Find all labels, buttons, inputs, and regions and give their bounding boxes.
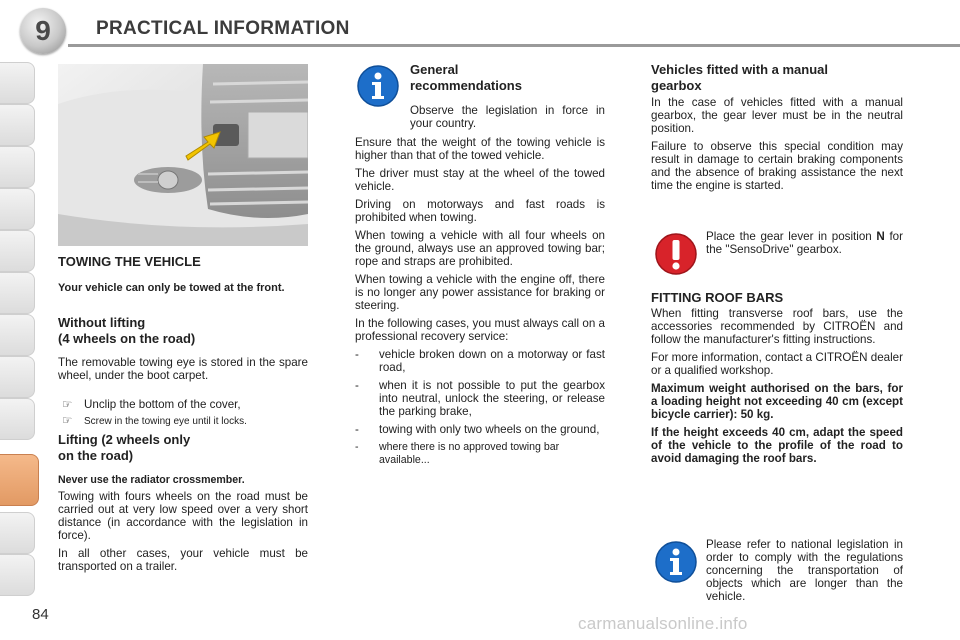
towing-eye-steps (58, 398, 308, 429)
info-icon (654, 540, 698, 584)
chapter-tab-10[interactable] (0, 512, 35, 554)
chapter-tab-7[interactable] (0, 314, 35, 356)
page-title: PRACTICAL INFORMATION (96, 18, 350, 39)
chapter-tab-4[interactable] (0, 188, 35, 230)
info-icon (356, 64, 400, 108)
radiator-warning: Never use the radiator crossmember. (58, 474, 245, 486)
chapter-tab-8[interactable] (0, 356, 35, 398)
warning-icon (654, 232, 698, 276)
lifting-heading: Lifting (2 wheels only on the road) (58, 432, 191, 463)
manual-gearbox-text: In the case of vehicles fitted with a manual gearbox, the gear lever must be in the neutral position. Failure to observe this special condition may result in damage to certain braking components and the absence of braking assistance the next time the engine is started. (651, 96, 903, 192)
chapter-tab-2[interactable] (0, 104, 35, 146)
chapter-badge (20, 8, 66, 54)
towing-title: TOWING THE VEHICLE (58, 254, 201, 269)
step-2: ☞ Screw in the towing eye until it locks. (58, 414, 308, 429)
towing-intro-note: Your vehicle can only be towed at the front. (58, 282, 285, 294)
general-recommendations-heading: General recommendations (410, 62, 522, 93)
legislation-note: Please refer to national legislation in order to comply with the regulations concerning the transportation of objects which are longer than the vehicle. (706, 538, 903, 603)
roof-bars-text: When fitting transverse roof bars, use the accessories recommended by CITROËN and follow the manufacturer's fitting instructions. For more information, contact a CITROËN dealer or a qualified workshop. Maximum weight authorised on the bars, for a loading height not exceeding 40 cm (except bicycle carrier): 50 kg. If the height exceeds 40 cm, adapt the speed of the vehicle to the profile of the road to avoid damaging the roof bars. (651, 307, 903, 465)
header-divider (68, 44, 960, 47)
chapter-number: 9 (35, 15, 51, 46)
roof-bars-title: FITTING ROOF BARS (651, 290, 784, 305)
without-lifting-text: The removable towing eye is stored in the spare wheel, under the boot carpet. (58, 356, 308, 382)
without-lifting-heading: Without lifting (4 wheels on the road) (58, 315, 196, 346)
manual-gearbox-heading: Vehicles fitted with a manual gearbox (651, 62, 828, 93)
chapter-tab-active[interactable] (0, 454, 39, 506)
observe-legislation: Observe the legislation in force in your country. (410, 104, 605, 130)
roof-height-warning: If the height exceeds 40 cm, adapt the speed of the vehicle to the profile of the road to avoid damaging the roof bars. (651, 426, 903, 465)
list-item: - vehicle broken down on a motorway or fast road, (355, 348, 605, 374)
watermark: carmanualsonline.info (578, 614, 748, 633)
step-1: ☞ Unclip the bottom of the cover, (58, 398, 308, 412)
lifting-paragraphs: Towing with fours wheels on the road must be carried out at very low speed over a very short distance (in accordance with the legislation in force). In all other cases, your vehicle must be transported on a trailer. (58, 490, 308, 573)
pointer-icon: ☞ (62, 398, 73, 411)
car-front-photo (58, 64, 308, 246)
chapter-tab-3[interactable] (0, 146, 35, 188)
chapter-tab-11[interactable] (0, 554, 35, 596)
general-recommendations-text: Ensure that the weight of the towing vehicle is higher than that of the towed vehicle. The driver must stay at the wheel of the towed vehicle. Driving on motorways and fast roads is prohibited when towing. When towing a vehicle with all four wheels on the ground, always use an approved towing bar; rope and straps are prohibited. When towing a vehicle with the engine off, there is no longer any power assistance for braking or steering. In the following cases, you must always call on a professional recovery service: - vehicle broken down on a motorway or fast road, - when it is not possible to put the gearbox into neutral, unlock the steering, or release the parking brake, - towing with only two wheels on the ground, - where there is no approved towing bar available... (355, 136, 605, 466)
chapter-tab-1[interactable] (0, 62, 35, 104)
list-item: - where there is no approved towing bar available... (355, 441, 560, 466)
pointer-icon: ☞ (62, 414, 73, 427)
chapter-tab-9[interactable] (0, 398, 35, 440)
page-number: 84 (32, 606, 49, 623)
chapter-tab-6[interactable] (0, 272, 35, 314)
list-item: - towing with only two wheels on the ground, (355, 423, 600, 436)
recovery-service-list (355, 348, 605, 467)
list-item: - when it is not possible to put the gearbox into neutral, unlock the steering, or release the parking brake, (355, 379, 605, 418)
roof-max-weight: Maximum weight authorised on the bars, for a loading height not exceeding 40 cm (except bicycle carrier): 50 kg. (651, 382, 903, 421)
chapter-tab-5[interactable] (0, 230, 35, 272)
sensodrive-note: Place the gear lever in position N for the "SensoDrive" gearbox. (706, 230, 903, 256)
